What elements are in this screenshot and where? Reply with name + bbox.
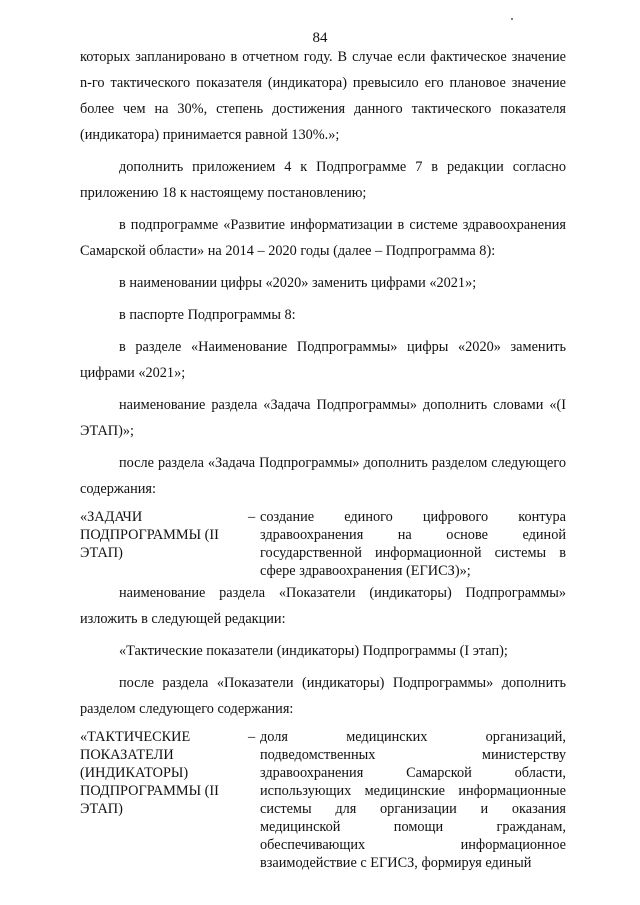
- page-number: 84: [312, 30, 328, 46]
- section-table-indicators: [80, 728, 566, 872]
- paragraph: в подпрограмме «Развитие информатизации в системе здравоохранения Самарской области» на 2014 – 2020 годы (далее – Подпрограмма 8):: [80, 217, 566, 259]
- section-content: доля медицинских организаций, подведомственных министерству здравоохранения Самарской области, использующих медицинские информационные системы для организации и оказания медицинской помощи гражданам, обеспечивающих информационное взаимодействие с ЕГИСЗ, формируя единый: [260, 729, 566, 871]
- section-title: «ЗАДАЧИ ПОДПРОГРАММЫ (II ЭТАП): [80, 509, 219, 561]
- dash-separator: –: [248, 729, 256, 745]
- scan-speck: [511, 18, 513, 20]
- section-table-tasks: [80, 508, 566, 580]
- paragraph: дополнить приложением 4 к Подпрограмме 7 в редакции согласно приложению 18 к настоящему постановлению;: [80, 159, 566, 201]
- paragraph: наименование раздела «Показатели (индикаторы) Подпрограммы» изложить в следующей редакции:: [80, 585, 566, 627]
- paragraph: в разделе «Наименование Подпрограммы» цифры «2020» заменить цифрами «2021»;: [80, 339, 566, 381]
- section-content: создание единого цифрового контура здравоохранения на основе единой государственной информационной системы в сфере здравоохранения (ЕГИСЗ)»;: [260, 509, 566, 579]
- paragraph: в наименовании цифры «2020» заменить цифрами «2021»;: [119, 275, 477, 291]
- dash-separator: –: [248, 509, 256, 525]
- paragraph: «Тактические показатели (индикаторы) Подпрограммы (I этап);: [119, 643, 508, 659]
- paragraph: в паспорте Подпрограммы 8:: [119, 307, 296, 323]
- paragraph: которых запланировано в отчетном году. В случае если фактическое значение n-го тактического показателя (индикатора) превысило его плановое значение более чем на 30%, степень достижения данного тактического показателя (индикатора) принимается равной 130%.»;: [80, 49, 566, 143]
- document-body: [80, 44, 566, 872]
- paragraph: после раздела «Показатели (индикаторы) Подпрограммы» дополнить разделом следующего содержания:: [80, 675, 566, 717]
- section-title: «ТАКТИЧЕСКИЕ ПОКАЗАТЕЛИ (ИНДИКАТОРЫ) ПОДПРОГРАММЫ (II ЭТАП): [80, 729, 219, 817]
- paragraph: после раздела «Задача Подпрограммы» дополнить разделом следующего содержания:: [80, 455, 566, 497]
- paragraph: наименование раздела «Задача Подпрограммы» дополнить словами «(I ЭТАП)»;: [80, 397, 566, 439]
